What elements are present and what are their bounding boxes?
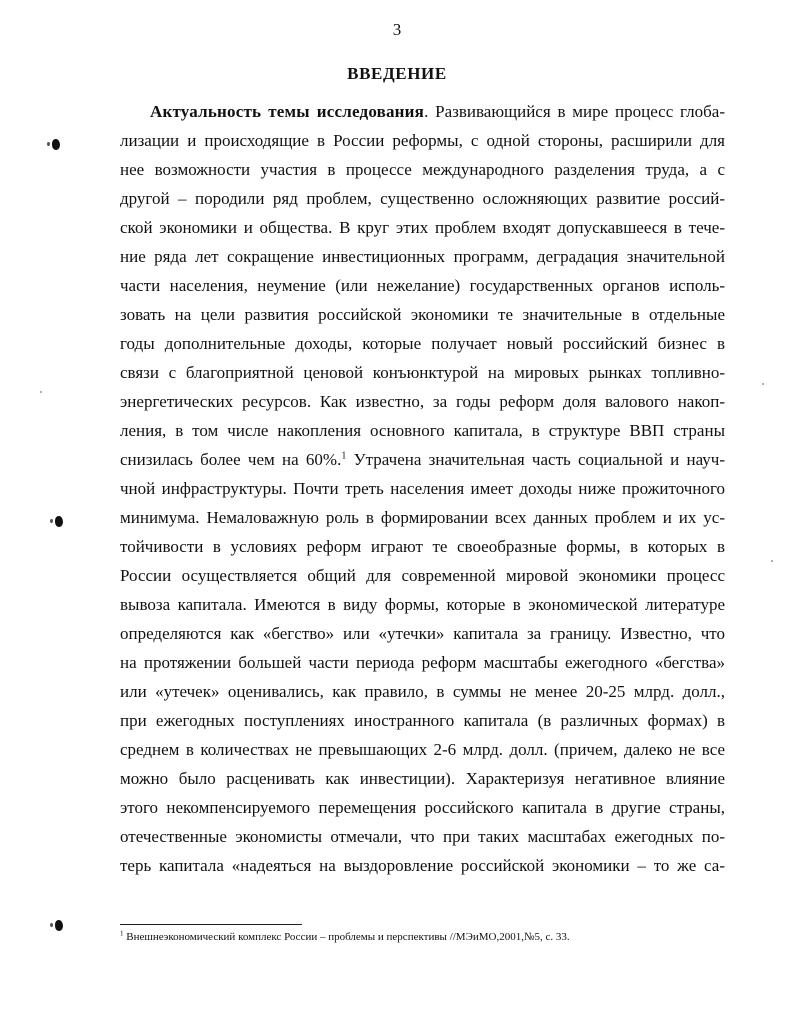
footnote-reference[interactable]: 1 — [341, 450, 347, 462]
text-line-content: . Развивающийся в мире процесс глоба- — [424, 102, 725, 121]
scan-speck — [771, 560, 773, 562]
text-line: терь капитала «надеяться на выздоровление российской экономики – то же са- — [120, 856, 725, 875]
footnote-marker: 1 — [120, 929, 124, 938]
binding-hole-mark — [55, 516, 63, 527]
text-line: связи с благоприятной ценовой конъюнктурой на мировых рынках топливно- — [120, 363, 725, 382]
body-paragraph — [120, 97, 725, 880]
text-line: определяются как «бегство» или «утечки» капитала за границу. Известно, что — [120, 624, 725, 643]
text-line: годы дополнительные доходы, которые получает новый российский бизнес в — [120, 334, 725, 353]
lead-phrase: Актуальность темы исследования — [150, 102, 425, 121]
text-line: ления, в том числе накопления основного капитала, в структуре ВВП страны — [120, 421, 725, 440]
text-line: энергетических ресурсов. Как известно, за годы реформ доля валового накоп- — [120, 392, 725, 411]
text-line: этого некомпенсируемого перемещения российского капитала в другие страны, — [120, 798, 725, 817]
text-line: минимума. Немаловажную роль в формировании всех данных проблем и их ус- — [120, 508, 725, 527]
text-line: чной инфраструктуры. Почти треть населения имеет доходы ниже прожиточного — [120, 479, 725, 498]
text-line: другой – породили ряд проблем, существенно осложняющих развитие россий- — [120, 189, 725, 208]
footnote-text: Внешнеэкономический комплекс России – проблемы и перспективы //МЭиМО,2001,№5, с. 33. — [123, 931, 570, 943]
text-line: ской экономики и общества. В круг этих проблем входят допускавшееся в тече- — [120, 218, 725, 237]
text-line: тойчивости в условиях реформ играют те своеобразные формы, в которых в — [120, 537, 725, 556]
text-line: ние ряда лет сокращение инвестиционных программ, деградация значительной — [120, 247, 725, 266]
text-line: России осуществляется общий для современной мировой экономики процесс — [120, 566, 725, 585]
text-line: зовать на цели развития российской экономики те значительные в отдельные — [120, 305, 725, 324]
page-number: 3 — [392, 20, 402, 39]
text-line: отечественные экономисты отмечали, что при таких масштабах ежегодных по- — [120, 827, 725, 846]
footnote — [120, 931, 720, 943]
scan-speck — [40, 391, 42, 393]
text-line: при ежегодных поступлениях иностранного капитала (в различных формах) в — [120, 711, 725, 730]
footnote-divider — [120, 924, 302, 925]
text-line: нее возможности участия в процессе международного разделения труда, а с — [120, 160, 725, 179]
text-line: или «утечек» оценивались, как правило, в суммы не менее 20-25 млрд. долл., — [120, 682, 725, 701]
text-line: среднем в количествах не превышающих 2-6 млрд. долл. (причем, далеко не все — [120, 740, 725, 759]
text-line-content: снизилась более чем на 60%. — [120, 450, 342, 469]
text-line: можно было расценивать как инвестиции). Характеризуя негативное влияние — [120, 769, 725, 788]
scan-speck — [762, 383, 764, 385]
text-line — [120, 97, 725, 126]
text-line: на протяжении большей части периода реформ масштабы ежегодного «бегства» — [120, 653, 725, 672]
text-line-content: Утрачена значительная часть социальной и науч- — [346, 450, 725, 469]
binding-hole-mark — [52, 139, 60, 150]
text-line — [120, 445, 725, 474]
text-line: лизации и происходящие в России реформы, с одной стороны, расширили для — [120, 131, 725, 150]
text-line: вывоза капитала. Имеются в виду формы, которые в экономической литературе — [120, 595, 725, 614]
text-line: части населения, неумение (или нежелание) государственных органов исполь- — [120, 276, 725, 295]
section-heading: ВВЕДЕНИЕ — [347, 64, 447, 83]
binding-hole-mark — [55, 920, 63, 931]
